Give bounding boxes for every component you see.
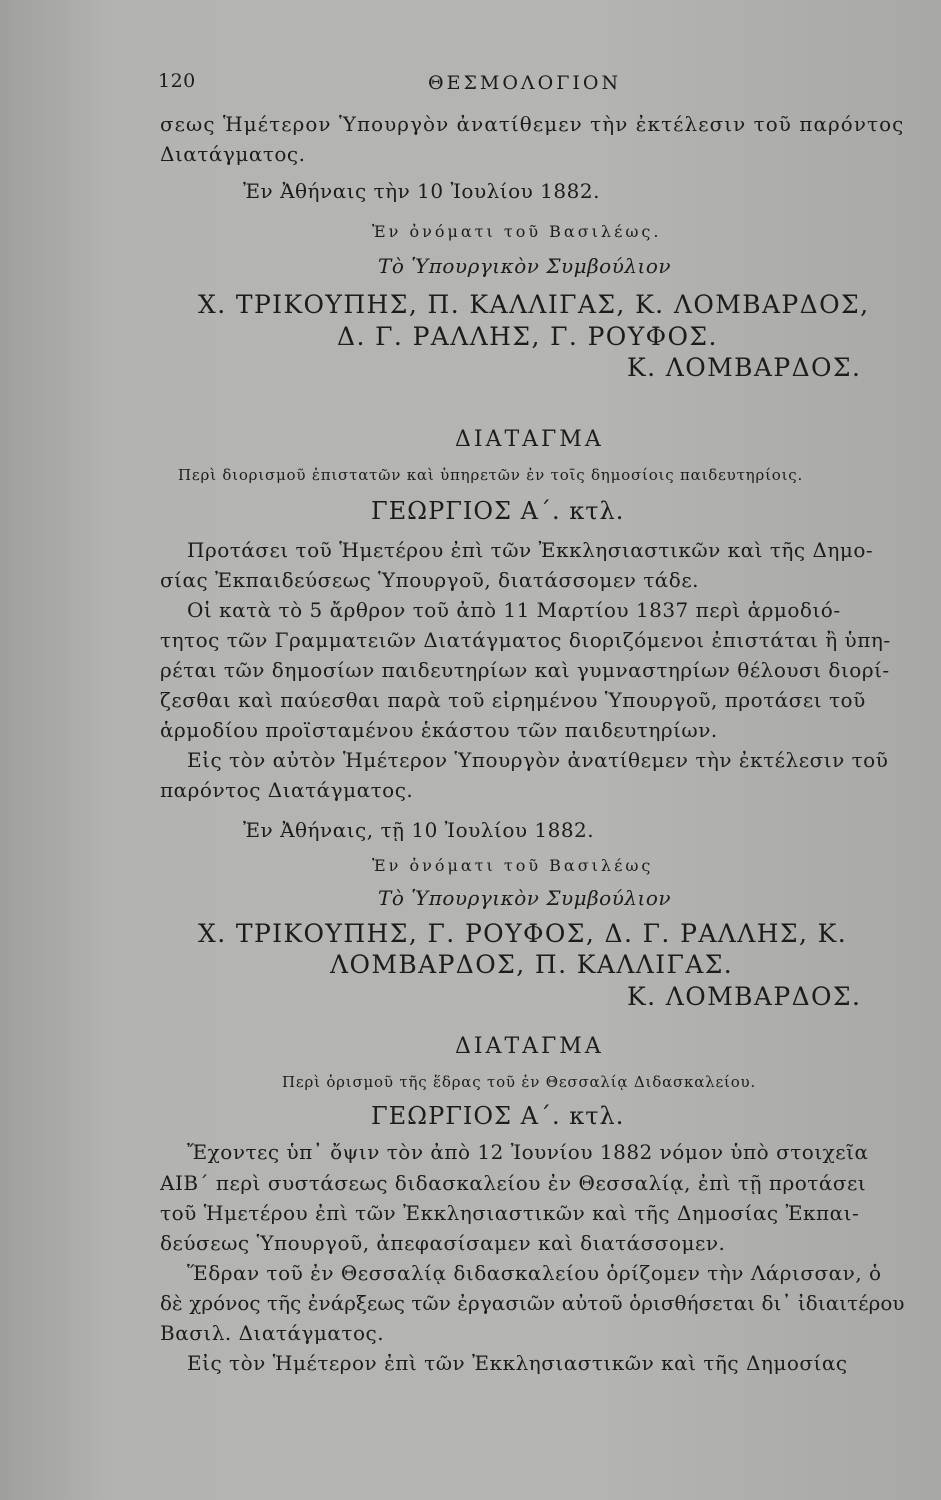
paragraph-line: τοῦ Ἡμετέρου ἐπὶ τῶν Ἐκκλησιαστικῶν καὶ τῆς Δημοσίας Ἐκπαι- <box>160 1201 860 1225</box>
paragraph-line: σίας Ἐκπαιδεύσεως Ὑπουργοῦ, διατάσσομεν τάδε. <box>160 568 700 592</box>
signatory-line: Χ. ΤΡΙΚΟΥΠΗΣ, Π. ΚΑΛΛΙΓΑΣ, Κ. ΛΟΜΒΑΡΔΟΣ, <box>198 290 870 319</box>
date-line: Ἐν Ἀθήναις, τῇ 10 Ἰουλίου 1882. <box>243 818 595 842</box>
paragraph-line: ΑΙΒ΄ περὶ συστάσεως διδασκαλείου ἐν Θεσσαλίᾳ, ἐπὶ τῇ προτάσει <box>160 1171 867 1195</box>
signatory-line: ΛΟΜΒΑΡΔΟΣ, Π. ΚΑΛΛΙΓΑΣ. <box>330 950 734 979</box>
decree-title: ΔΙΑΤΑΓΜΑ <box>455 1034 604 1059</box>
paragraph-line: Εἰς τὸν αὐτὸν Ἡμέτερον Ὑπουργὸν ἀνατίθεμεν τὴν ἐκτέλεσιν τοῦ <box>187 748 889 772</box>
page-number: 120 <box>158 70 196 92</box>
council-heading: Τὸ Ὑπουργικὸν Συμβούλιον <box>378 254 672 278</box>
paragraph-line: παρόντος Διατάγματος. <box>160 778 414 802</box>
paragraph-line: ἁρμοδίου προϊσταμένου ἑκάστου τῶν παιδευτηρίων. <box>160 718 718 742</box>
paragraph-line: Βασιλ. Διατάγματος. <box>160 1321 385 1345</box>
paragraph-line: ρέται τῶν δημοσίων παιδευτηρίων καὶ γυμναστηρίων θέλουσι διορί- <box>160 658 890 682</box>
signatory-line: Κ. ΛΟΜΒΑΡΔΟΣ. <box>627 982 862 1011</box>
king-heading: ΓΕΩΡΓΙΟΣ Α΄. κτλ. <box>371 497 625 525</box>
paragraph-line: Ἕδραν τοῦ ἐν Θεσσαλίᾳ διδασκαλείου ὁρίζομεν τὴν Λάρισσαν, ὁ <box>187 1261 882 1285</box>
paragraph-line: τητος τῶν Γραμματειῶν Διατάγματος διοριζόμενοι ἐπιστάται ἢ ὑπη- <box>160 628 891 652</box>
paragraph-line: Διατάγματος. <box>160 142 306 166</box>
decree-title: ΔΙΑΤΑΓΜΑ <box>455 427 604 452</box>
signatory-line: Κ. ΛΟΜΒΑΡΔΟΣ. <box>627 353 862 382</box>
date-line: Ἐν Ἀθήναις τὴν 10 Ἰουλίου 1882. <box>243 179 600 203</box>
decree-subtitle: Περὶ ὁρισμοῦ τῆς ἕδρας τοῦ ἐν Θεσσαλίᾳ Διδασκαλείου. <box>282 1073 757 1091</box>
in-name-of-king: Ἐν ὀνόματι τοῦ Βασιλέως <box>372 856 654 875</box>
signatory-line: Χ. ΤΡΙΚΟΥΠΗΣ, Γ. ΡΟΥΦΟΣ, Δ. Γ. ΡΑΛΛΗΣ, Κ. <box>198 919 848 948</box>
paragraph-line: Εἰς τὸν Ἡμέτερον ἐπὶ τῶν Ἐκκλησιαστικῶν καὶ τῆς Δημοσίας <box>187 1351 848 1375</box>
in-name-of-king: Ἐν ὀνόματι τοῦ Βασιλέως. <box>372 222 662 241</box>
signatory-line: Δ. Γ. ΡΑΛΛΗΣ, Γ. ΡΟΥΦΟΣ. <box>337 322 718 351</box>
paragraph-line: δεύσεως Ὑπουργοῦ, ἀπεφασίσαμεν καὶ διατάσσομεν. <box>160 1231 726 1255</box>
paragraph-line: δὲ χρόνος τῆς ἐνάρξεως τῶν ἐργασιῶν αὐτοῦ ὁρισθήσεται δι᾿ ἰδιαιτέρου <box>160 1291 905 1315</box>
paragraph-line: ζεσθαι καὶ παύεσθαι παρὰ τοῦ εἰρημένου Ὑπουργοῦ, προτάσει τοῦ <box>160 688 866 712</box>
paragraph-line: σεως Ἡμέτερον Ὑπουργὸν ἀνατίθεμεν τὴν ἐκτέλεσιν τοῦ παρόντος <box>160 112 905 136</box>
paragraph-line: Ἔχοντες ὑπ᾿ ὄψιν τὸν ἀπὸ 12 Ἰουνίου 1882 νόμον ὑπὸ στοιχεῖα <box>187 1140 869 1164</box>
decree-subtitle: Περὶ διορισμοῦ ἐπιστατῶν καὶ ὑπηρετῶν ἐν τοῖς δημοσίοις παιδευτηρίοις. <box>178 466 804 484</box>
paragraph-line: Προτάσει τοῦ Ἡμετέρου ἐπὶ τῶν Ἐκκλησιαστικῶν καὶ τῆς Δημο- <box>187 538 874 562</box>
king-heading: ΓΕΩΡΓΙΟΣ Α΄. κτλ. <box>371 1102 625 1130</box>
council-heading: Τὸ Ὑπουργικὸν Συμβούλιον <box>378 886 672 910</box>
running-title: ΘΕΣΜΟΛΟΓΙΟΝ <box>428 72 622 94</box>
paragraph-line: Οἱ κατὰ τὸ 5 ἄρθρον τοῦ ἀπὸ 11 Μαρτίου 1837 περὶ ἁρμοδιό- <box>187 598 841 622</box>
